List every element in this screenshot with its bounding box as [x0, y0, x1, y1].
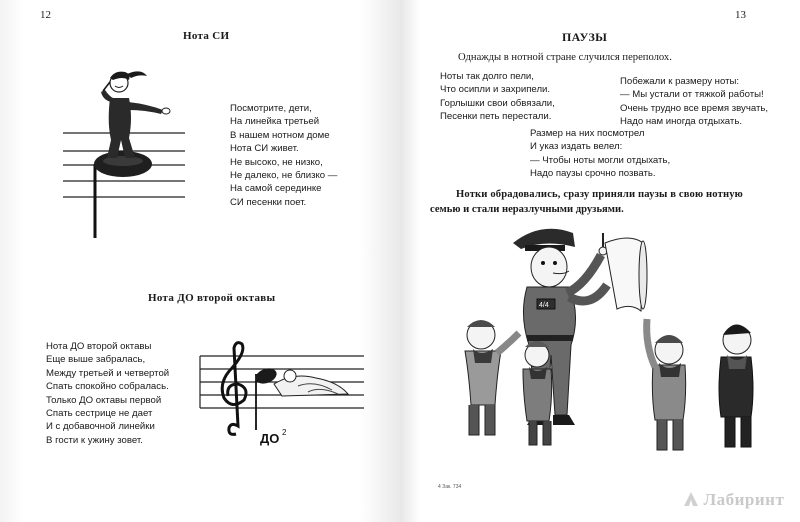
stanza-line: Очень трудно все время звучать, [620, 102, 769, 114]
intro-sentence: Однажды в нотной стране случился переполох. [458, 52, 672, 63]
poem-do-line: Еще выше забралась, [46, 354, 146, 366]
stanza-1 [440, 70, 555, 124]
stanza-line: Побежали к размеру ноты: [620, 76, 740, 87]
poem-do-line: Спать спокойно собралась. [46, 381, 169, 393]
do-label: ДО [260, 431, 280, 446]
staff-do-illustration [198, 338, 368, 448]
stanza-line: Ноты так долго пели, [440, 71, 534, 82]
poem-note-si [230, 102, 337, 209]
page-number-right: 13 [735, 9, 746, 21]
closing-paragraph [430, 187, 776, 217]
poem-si-line: Не высоко, не низко, [230, 156, 323, 168]
poem-do-line: И с добавочной линейки [46, 421, 155, 433]
title-pauses: ПАУЗЫ [562, 30, 608, 44]
poem-do-line: Только ДО октавы первой [46, 394, 162, 406]
poem-note-do [46, 340, 169, 447]
poem-do-line: В гости к ужину зовет. [46, 434, 143, 446]
stanza-line: Что осипли и захрипели. [440, 84, 551, 96]
poem-si-line: СИ песенки поет. [230, 196, 307, 208]
stanza-line: Надо паузы срочно позвать. [530, 168, 656, 180]
girl-note-si-illustration [55, 68, 195, 243]
do-octave-superscript: 2 [282, 428, 287, 437]
stanza-3 [530, 127, 670, 181]
page-number-left: 12 [40, 9, 51, 21]
stanza-line: Размер на них посмотрел [530, 128, 645, 139]
closing-line: Нотки обрадовались, сразу приняли паузы в свою нотную [456, 189, 743, 200]
right-page [400, 0, 800, 522]
poem-si-line: Нота СИ живет. [230, 143, 299, 155]
title-note-si: Нота СИ [183, 30, 230, 42]
stanza-line: Песенки петь перестали. [440, 111, 552, 123]
stanza-line: — Мы устали от тяжкой работы! [620, 89, 764, 101]
poem-si-line: На линейка третьей [230, 116, 320, 128]
poem-do-line: Нота ДО второй октавы [46, 341, 152, 352]
poem-do-line: Спать сестрице не дает [46, 408, 153, 420]
closing-line: семью и стали неразлучными друзьями. [430, 204, 624, 215]
poem-si-line: Не далеко, не близко — [230, 170, 338, 182]
watermark [683, 490, 784, 510]
watermark-logo-icon [683, 491, 699, 507]
stanza-line: И указ издать велел: [530, 141, 623, 153]
footer-print-code: 4 Зак. 734 [438, 484, 462, 490]
officer-and-children-illustration [445, 215, 775, 460]
title-note-do: Нота ДО второй октавы [148, 292, 276, 304]
poem-si-line: На самой серединке [230, 183, 322, 195]
stanza-line: Горлышки свои обвязали, [440, 97, 555, 109]
stanza-line: Надо нам иногда отдыхать. [620, 116, 742, 128]
watermark-text: Лабиринт [703, 490, 785, 509]
stanza-2 [620, 75, 768, 129]
poem-si-line: В нашем нотном доме [230, 129, 330, 141]
stanza-line: — Чтобы ноты могли отдыхать, [530, 154, 671, 166]
poem-si-line: Посмотрите, дети, [230, 103, 312, 114]
officer-badge: 4/4 [539, 302, 549, 309]
poem-do-line: Между третьей и четвертой [46, 367, 170, 379]
